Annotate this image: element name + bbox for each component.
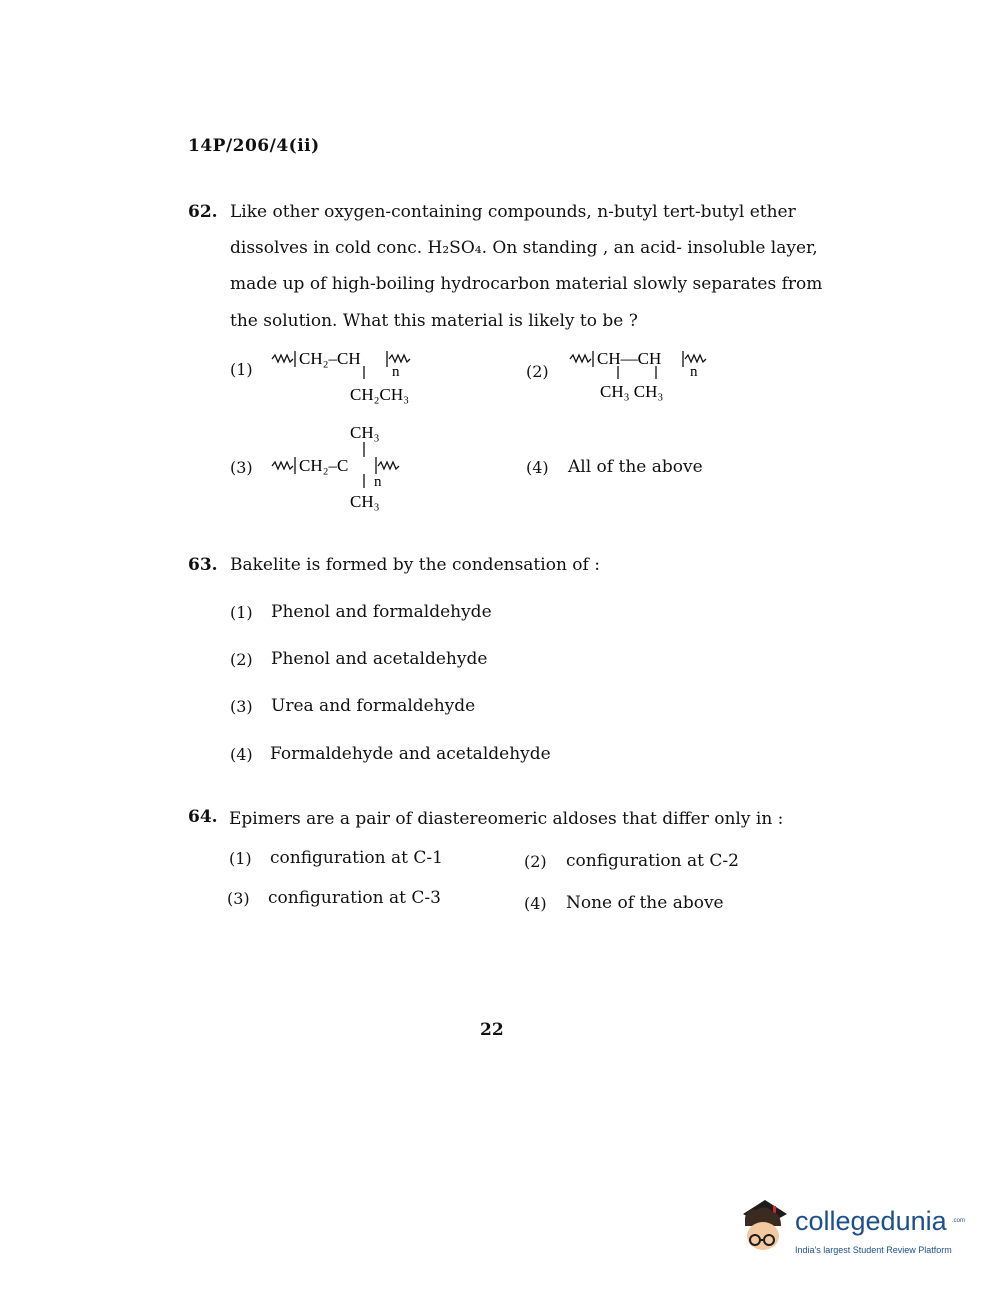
- q62-option-2-number: (2): [526, 362, 549, 381]
- page-number: 22: [480, 1020, 504, 1040]
- q64-option-4-number: (4): [524, 894, 547, 913]
- q62-option-1-structure: [270, 345, 430, 407]
- wavy-bond-icon: [378, 462, 399, 469]
- q62-option-1-substituent: CH₂CH₃: [350, 385, 410, 404]
- q62-option-3-structure: [270, 420, 430, 515]
- q62-option-1-main: CH₂–CH: [299, 349, 361, 368]
- q64-option-3-number: (3): [227, 889, 250, 908]
- question-62-number: 62.: [188, 202, 218, 222]
- wavy-bond-icon: [272, 355, 293, 362]
- brand-suffix: .com: [952, 1218, 966, 1224]
- q62-option-1-n: n: [392, 364, 400, 380]
- q62-option-3-bottom-substituent: CH₃: [350, 492, 380, 511]
- q63-option-4-number: (4): [230, 745, 253, 764]
- brand-name: collegedunia: [795, 1206, 947, 1236]
- q62-option-3-top-substituent: CH₃: [350, 423, 380, 442]
- q63-option-3-number: (3): [230, 697, 253, 716]
- wavy-bond-icon: [685, 355, 706, 362]
- question-64-text: Epimers are a pair of diastereomeric aldoses that differ only in :: [229, 809, 784, 829]
- q64-option-1-number: (1): [229, 849, 252, 868]
- q62-option-2-substituents: CH₃ CH₃: [600, 382, 664, 401]
- q62-option-2-n: n: [690, 364, 698, 380]
- question-62-line-3: made up of high-boiling hydrocarbon material slowly separates from: [230, 274, 823, 294]
- collegedunia-logo-icon: [735, 1196, 793, 1256]
- q64-option-3-text: configuration at C-3: [268, 888, 441, 908]
- q62-option-2-main: CH—CH: [597, 349, 662, 368]
- q63-option-2-number: (2): [230, 650, 253, 669]
- q63-option-4-text: Formaldehyde and acetaldehyde: [270, 744, 551, 764]
- question-62-line-2: dissolves in cold conc. H₂SO₄. On standing , an acid- insoluble layer,: [230, 238, 818, 258]
- wavy-bond-icon: [570, 355, 591, 362]
- q63-option-3-text: Urea and formaldehyde: [271, 696, 476, 716]
- exam-code: 14P/206/4(ii): [188, 136, 320, 156]
- q63-option-2-text: Phenol and acetaldehyde: [271, 649, 488, 669]
- q64-option-4-text: None of the above: [566, 893, 724, 913]
- q64-option-2-number: (2): [524, 852, 547, 871]
- question-64-number: 64.: [188, 807, 218, 827]
- q64-option-2-text: configuration at C-2: [566, 851, 739, 871]
- q63-option-1-text: Phenol and formaldehyde: [271, 602, 492, 622]
- q62-option-3-n: n: [374, 474, 382, 490]
- wavy-bond-icon: [272, 462, 293, 469]
- question-63-number: 63.: [188, 555, 218, 575]
- q63-option-1-number: (1): [230, 603, 253, 622]
- q62-option-3-number: (3): [230, 458, 253, 477]
- q62-option-1-number: (1): [230, 360, 253, 379]
- q64-option-1-text: configuration at C-1: [270, 848, 443, 868]
- brand-tagline: India's largest Student Review Platform: [795, 1245, 952, 1255]
- q62-option-3-main: CH₂–C: [299, 456, 349, 475]
- q62-option-2-structure: [568, 345, 728, 407]
- question-63-text: Bakelite is formed by the condensation of :: [230, 555, 600, 575]
- q62-option-4-number: (4): [526, 458, 549, 477]
- question-62-line-4: the solution. What this material is likely to be ?: [230, 311, 638, 331]
- q62-option-4-text: All of the above: [568, 457, 703, 477]
- question-62-line-1: Like other oxygen-containing compounds, n-butyl tert-butyl ether: [230, 202, 796, 222]
- wavy-bond-icon: [389, 355, 410, 362]
